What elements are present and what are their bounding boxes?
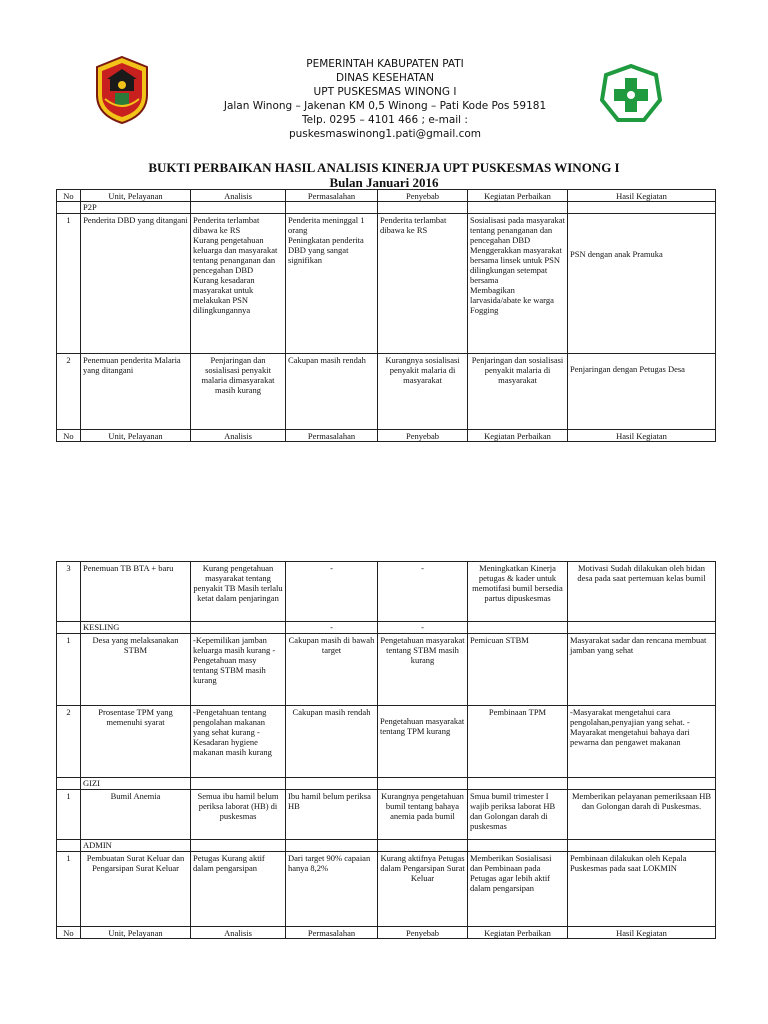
- header-analisis: Analisis: [191, 927, 286, 939]
- section-cell: [378, 202, 468, 214]
- row-unit: Pembuatan Surat Keluar dan Pengarsipan Surat Keluar: [81, 852, 191, 927]
- letterhead: [0, 0, 768, 150]
- header-permasalahan: Permasalahan: [286, 190, 378, 202]
- row-penyebab: Kurang aktifnya Petugas dalam Pengarsipan Surat Keluar: [378, 852, 468, 927]
- row-kegiatan: Penjaringan dan sosialisasi penyakit malaria di masyarakat: [468, 354, 568, 430]
- section-row-gizi: [57, 778, 716, 790]
- section-cell: [568, 202, 716, 214]
- permasalahan-item: Penderita meninggal 1 orang: [288, 215, 365, 235]
- row-no: 3: [57, 562, 81, 622]
- row-penyebab: -: [378, 562, 468, 622]
- row-hasil: Pembinaan dilakukan oleh Kepala Puskesmas pada saat LOKMIN: [568, 852, 716, 927]
- header-analisis: Analisis: [191, 190, 286, 202]
- header-no: No: [57, 190, 81, 202]
- section-row-admin: [57, 840, 716, 852]
- section-label-admin: ADMIN: [81, 840, 191, 852]
- section-cell: [568, 778, 716, 790]
- row-no: 2: [57, 354, 81, 430]
- section-cell: [191, 622, 286, 634]
- kegiatan-item: Fogging: [470, 305, 499, 315]
- row-permasalahan: [286, 214, 378, 354]
- row-no: 1: [57, 214, 81, 354]
- letterhead-text: [195, 57, 575, 141]
- table-header-row: [57, 190, 716, 202]
- row-penyebab: Pengetahuan masyarakat tentang STBM masih kurang: [378, 634, 468, 706]
- document-title: [0, 160, 768, 190]
- row-penyebab: Kurangnya sosialisasi penyakit malaria di masyarakat: [378, 354, 468, 430]
- letterhead-department: DINAS KESEHATAN: [336, 72, 434, 84]
- table-footer-header-row: [57, 430, 716, 442]
- table-row: [57, 354, 716, 430]
- header-no: No: [57, 430, 81, 442]
- section-cell: [57, 622, 81, 634]
- letterhead-address: Jalan Winong – Jakenan KM 0,5 Winong – Pati Kode Pos 59181: [223, 100, 547, 112]
- analysis-table-2: [56, 561, 716, 939]
- section-cell: [191, 778, 286, 790]
- row-permasalahan: Cakupan masih rendah: [286, 706, 378, 778]
- row-analisis: -Pengetahuan tentang pengolahan makanan yang sehat kurang -Kesadaran hygiene makanan masih kurang: [191, 706, 286, 778]
- section-cell: [378, 840, 468, 852]
- section-cell: [468, 840, 568, 852]
- row-no: 1: [57, 790, 81, 840]
- analisis-item: Kurang kesadaran masyarakat untuk melakukan PSN dilingkungannya: [193, 275, 255, 315]
- section-dash: -: [378, 622, 468, 634]
- analisis-item: Penderita terlambat dibawa ke RS: [193, 215, 260, 235]
- row-permasalahan: Dari target 90% capaian hanya 8,2%: [286, 852, 378, 927]
- row-hasil: -Masyarakat mengetahui cara pengolahan,penyajian yang sehat. -Mayarakat mengetahui bahaya dari pewarna dan pengawet makanan: [568, 706, 716, 778]
- row-hasil: Motivasi Sudah dilakukan oleh bidan desa pada saat pertemuan kelas bumil: [568, 562, 716, 622]
- row-analisis: -Kepemilikan jamban keluarga masih kurang - Pengetahuan masy tentang STBM masih kurang: [191, 634, 286, 706]
- table-footer-header-row: [57, 927, 716, 939]
- section-cell: [191, 202, 286, 214]
- row-no: 2: [57, 706, 81, 778]
- analysis-table-1: [56, 189, 716, 442]
- permasalahan-item: Peningkatan penderita DBD yang sangat signifikan: [288, 235, 364, 265]
- puskesmas-cross-logo-icon: [600, 64, 662, 126]
- row-unit: Prosentase TPM yang memenuhi syarat: [81, 706, 191, 778]
- letterhead-email: puskesmaswinong1.pati@gmail.com: [288, 128, 482, 140]
- section-dash: -: [286, 622, 378, 634]
- section-cell: [57, 778, 81, 790]
- header-unit: Unit, Pelayanan: [81, 190, 191, 202]
- row-kegiatan: Pembinaan TPM: [468, 706, 568, 778]
- header-hasil: Hasil Kegiatan: [568, 927, 716, 939]
- section-cell: [568, 622, 716, 634]
- row-no: 1: [57, 852, 81, 927]
- row-hasil: Memberikan pelayanan pemeriksaan HB dan Golongan darah di Puskesmas.: [568, 790, 716, 840]
- header-penyebab: Penyebab: [378, 430, 468, 442]
- analisis-item: Kurang pengetahuan keluarga dan masyarakat tentang penanganan dan pencegahan DBD: [193, 235, 278, 275]
- section-row-kesling: [57, 622, 716, 634]
- header-permasalahan: Permasalahan: [286, 430, 378, 442]
- table-row: [57, 634, 716, 706]
- pati-regency-emblem-icon: [93, 55, 151, 125]
- row-analisis: Petugas Kurang aktif dalam pengarsipan: [191, 852, 286, 927]
- row-analisis: Penjaringan dan sosialisasi penyakit malaria dimasyarakat masih kurang: [191, 354, 286, 430]
- header-unit: Unit, Pelayanan: [81, 927, 191, 939]
- section-cell: [468, 778, 568, 790]
- table-row: [57, 852, 716, 927]
- section-label-p2p: P2P: [81, 202, 191, 214]
- header-no: No: [57, 927, 81, 939]
- table-row: [57, 214, 716, 354]
- section-cell: [468, 622, 568, 634]
- title-line-1: BUKTI PERBAIKAN HASIL ANALISIS KINERJA UPT PUSKESMAS WINONG I: [148, 160, 620, 175]
- header-kegiatan: Kegiatan Perbaikan: [468, 190, 568, 202]
- row-permasalahan: -: [286, 562, 378, 622]
- section-cell: [568, 840, 716, 852]
- letterhead-government: PEMERINTAH KABUPATEN PATI: [306, 58, 464, 70]
- section-row-p2p: [57, 202, 716, 214]
- row-penyebab: Pengetahuan masyarakat tentang TPM kurang: [378, 706, 468, 778]
- row-hasil: PSN dengan anak Pramuka: [568, 214, 716, 354]
- row-unit: Penemuan penderita Malaria yang ditangani: [81, 354, 191, 430]
- kegiatan-item: Membagikan larvasida/abate ke warga: [470, 285, 554, 305]
- row-kegiatan: Smua bumil trimester I wajib periksa laborat HB dan Golongan darah di puskesmas: [468, 790, 568, 840]
- table-row: [57, 562, 716, 622]
- kegiatan-item: Sosialisasi pada masyarakat tentang penanganan dan pencegahan DBD: [470, 215, 565, 245]
- section-cell: [191, 840, 286, 852]
- row-analisis: Semua ibu hamil belum periksa laborat (HB) di puskesmas: [191, 790, 286, 840]
- row-hasil: Masyarakat sadar dan rencana membuat jamban yang sehat: [568, 634, 716, 706]
- row-unit: Penemuan TB BTA + baru: [81, 562, 191, 622]
- section-cell: [57, 202, 81, 214]
- row-kegiatan: Pemicuan STBM: [468, 634, 568, 706]
- row-permasalahan: Ibu hamil belum periksa HB: [286, 790, 378, 840]
- section-label-gizi: GIZI: [81, 778, 191, 790]
- section-cell: [468, 202, 568, 214]
- row-unit: Bumil Anemia: [81, 790, 191, 840]
- header-unit: Unit, Pelayanan: [81, 430, 191, 442]
- row-kegiatan: [468, 214, 568, 354]
- section-cell: [286, 840, 378, 852]
- row-kegiatan: Memberikan Sosialisasi dan Pembinaan pada Petugas agar lebih aktif dalam pengarsipan: [468, 852, 568, 927]
- section-label-kesling: KESLING: [81, 622, 191, 634]
- header-penyebab: Penyebab: [378, 927, 468, 939]
- letterhead-unit: UPT PUSKESMAS WINONG I: [313, 86, 457, 98]
- row-unit: Penderita DBD yang ditangani: [81, 214, 191, 354]
- letterhead-phone: Telp. 0295 – 4101 466 ; e-mail :: [302, 114, 468, 126]
- row-analisis: [191, 214, 286, 354]
- row-permasalahan: Cakupan masih di bawah target: [286, 634, 378, 706]
- section-cell: [57, 840, 81, 852]
- header-penyebab: Penyebab: [378, 190, 468, 202]
- row-hasil: Penjaringan dengan Petugas Desa: [568, 354, 716, 430]
- row-unit: Desa yang melaksanakan STBM: [81, 634, 191, 706]
- section-cell: [286, 778, 378, 790]
- table-row: [57, 706, 716, 778]
- table-row: [57, 790, 716, 840]
- section-cell: [286, 202, 378, 214]
- row-kegiatan: Meningkatkan Kinerja petugas & kader untuk memotifasi bumil bersedia partus dipuskesmas: [468, 562, 568, 622]
- header-hasil: Hasil Kegiatan: [568, 430, 716, 442]
- row-analisis: Kurang pengetahuan masyarakat tentang penyakit TB Masih terlalu ketat dalam penjaringan: [191, 562, 286, 622]
- row-penyebab: Kurangnya pengetahuan bumil tentang bahaya anemia pada bumil: [378, 790, 468, 840]
- section-cell: [378, 778, 468, 790]
- title-line-2: Bulan Januari 2016: [329, 175, 439, 190]
- header-kegiatan: Kegiatan Perbaikan: [468, 430, 568, 442]
- row-penyebab: Penderita terlambat dibawa ke RS: [378, 214, 468, 354]
- header-kegiatan: Kegiatan Perbaikan: [468, 927, 568, 939]
- header-permasalahan: Permasalahan: [286, 927, 378, 939]
- row-permasalahan: Cakupan masih rendah: [286, 354, 378, 430]
- kegiatan-item: Menggerakkan masyarakat bersama linsek untuk PSN dilingkungan setempat bersama: [470, 245, 562, 285]
- header-analisis: Analisis: [191, 430, 286, 442]
- header-hasil: Hasil Kegiatan: [568, 190, 716, 202]
- row-no: 1: [57, 634, 81, 706]
